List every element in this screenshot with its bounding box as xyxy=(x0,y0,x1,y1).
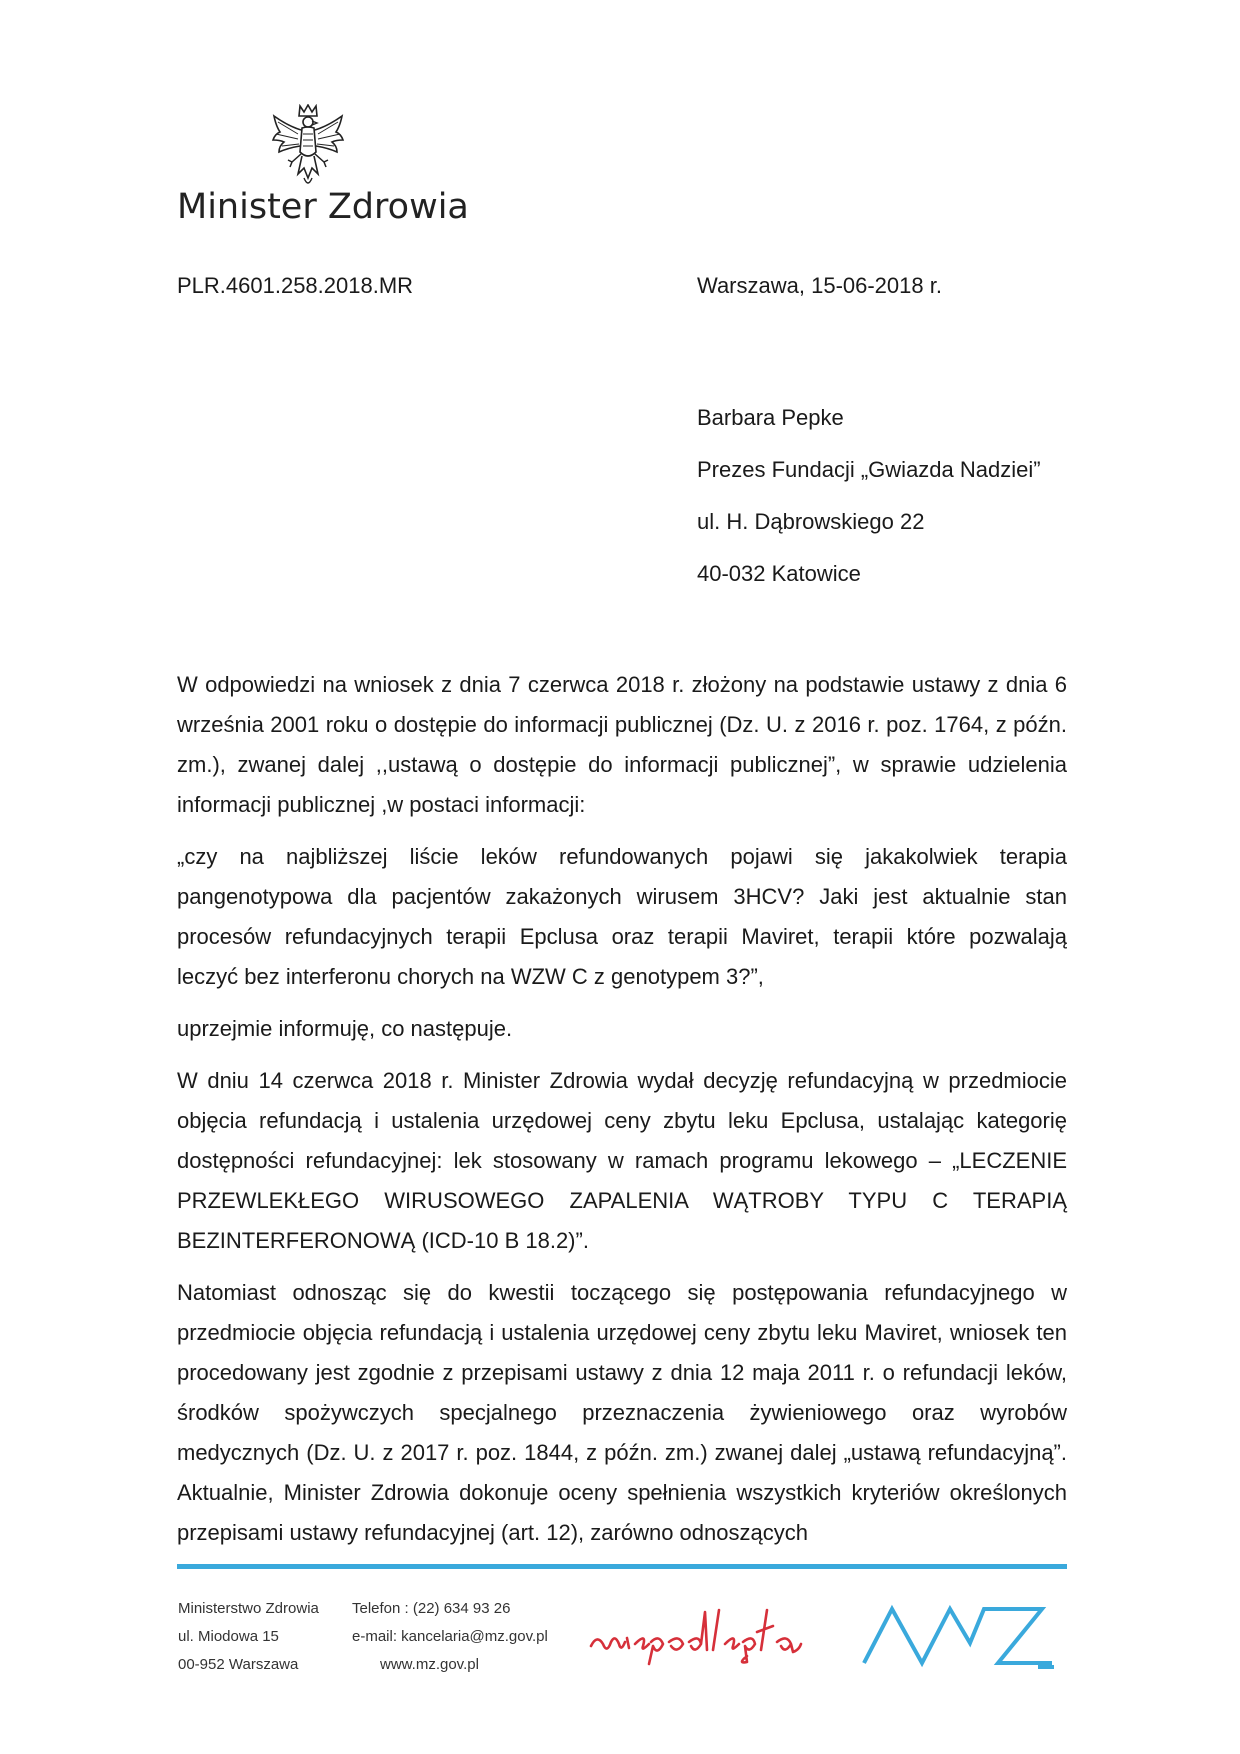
recipient-address-block xyxy=(697,405,1041,613)
footer-divider xyxy=(177,1564,1067,1569)
footer-contact xyxy=(352,1595,548,1679)
footer-ministry-name: Ministerstwo Zdrowia xyxy=(178,1600,319,1617)
footer-street: ul. Miodowa 15 xyxy=(178,1628,279,1645)
footer-address xyxy=(178,1595,319,1679)
niepodlegla-logo xyxy=(587,1598,827,1668)
recipient-position: Prezes Fundacji „Gwiazda Nadziei” xyxy=(697,457,1041,482)
recipient-name: Barbara Pepke xyxy=(697,405,844,430)
mz-logo xyxy=(862,1603,1058,1669)
body-paragraph: W dniu 14 czerwca 2018 r. Minister Zdrowia wydał decyzję refundacyjną w przedmiocie objęcia refundacją i ustalenia urzędowej ceny zbytu leku Epclusa, ustalając kategorię dostępności refundacyjnej: lek stosowany w ramach programu lekowego – „LECZENIE PRZEWLEKŁEGO WIRUSOWEGO ZAPALENIA WĄTROBY TYPU C TERAPIĄ BEZINTERFERONOWĄ (ICD-10 B 18.2)”. xyxy=(177,1068,1067,1253)
polish-eagle-emblem-icon xyxy=(270,104,346,190)
recipient-street: ul. H. Dąbrowskiego 22 xyxy=(697,509,925,534)
letter-body xyxy=(177,665,1067,1565)
place-and-date: Warszawa, 15-06-2018 r. xyxy=(697,273,942,298)
footer-email[interactable]: e-mail: kancelaria@mz.gov.pl xyxy=(352,1628,548,1645)
sender-title: Minister Zdrowia xyxy=(177,187,469,227)
body-paragraph: uprzejmie informuję, co następuje. xyxy=(177,1016,513,1041)
recipient-city: 40-032 Katowice xyxy=(697,561,861,586)
reference-number: PLR.4601.258.2018.MR xyxy=(177,273,414,298)
body-paragraph: „czy na najbliższej liście leków refundowanych pojawi się jakakolwiek terapia pangenotypowa dla pacjentów zakażonych wirusem 3HCV? Jaki jest aktualnie stan procesów refundacyjnych terapii Epclusa oraz terapii Maviret, terapii które pozwalają leczyć bez interferonu chorych na WZW C z genotypem 3?”, xyxy=(177,844,1067,989)
footer-postal: 00-952 Warszawa xyxy=(178,1656,299,1673)
body-paragraph: Natomiast odnosząc się do kwestii toczącego się postępowania refundacyjnego w przedmiocie objęcia refundacją i ustalenia urzędowej ceny zbytu leku Maviret, wniosek ten procedowany jest zgodnie z przepisami ustawy z dnia 12 maja 2011 r. o refundacji leków, środków spożywczych specjalnego przeznaczenia żywieniowego oraz wyrobów medycznych (Dz. U. z 2017 r. poz. 1844, z późn. zm.) zwanej dalej „ustawą refundacyjną”. Aktualnie, Minister Zdrowia dokonuje oceny spełnienia wszystkich kryteriów określonych przepisami ustawy refundacyjnej (art. 12), zarówno odnoszących xyxy=(177,1280,1067,1545)
footer-website[interactable]: www.mz.gov.pl xyxy=(380,1656,479,1673)
footer-phone: Telefon : (22) 634 93 26 xyxy=(352,1600,511,1617)
body-paragraph: W odpowiedzi na wniosek z dnia 7 czerwca 2018 r. złożony na podstawie ustawy z dnia 6 września 2001 roku o dostępie do informacji publicznej (Dz. U. z 2016 r. poz. 1764, z późn. zm.), zwanej dalej ,,ustawą o dostępie do informacji publicznej”, w sprawie udzielenia informacji publicznej ,w postaci informacji: xyxy=(177,672,1067,817)
